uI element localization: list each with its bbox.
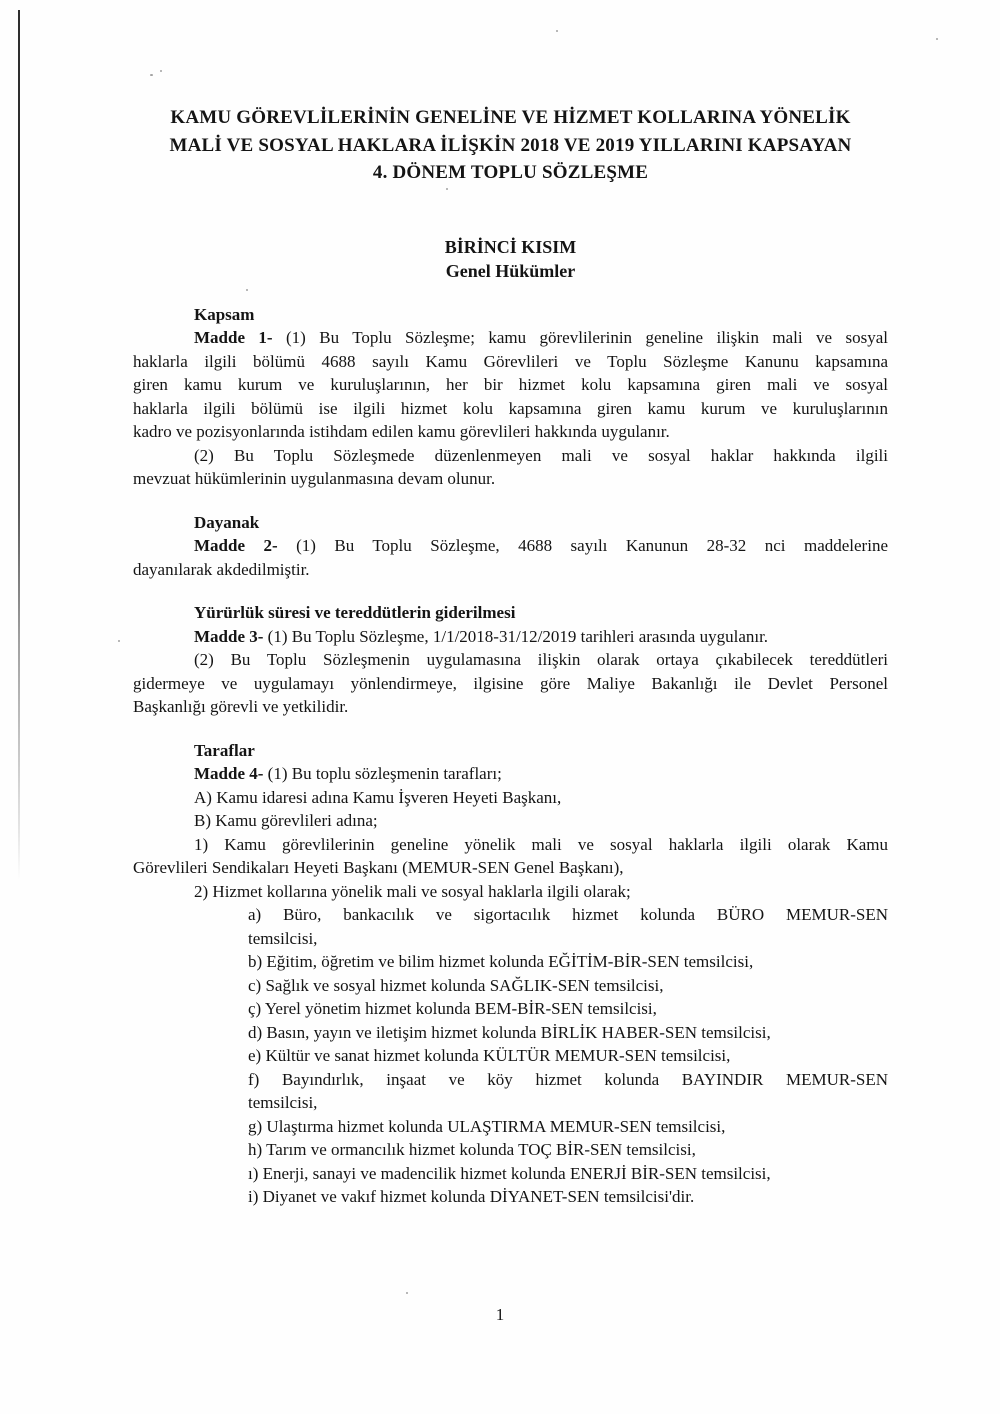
text-line: i) Diyanet ve vakıf hizmet kolunda DİYANET-SEN temsilcisi'dir. xyxy=(248,1187,695,1206)
section-yururluk xyxy=(133,601,888,719)
text-line: B) Kamu görevlileri adına; xyxy=(194,811,378,830)
document-title xyxy=(133,0,888,187)
text-line: b) Eğitim, öğretim ve bilim hizmet kolunda EĞİTİM-BİR-SEN temsilcisi, xyxy=(248,952,754,971)
text-line: f) Bayındırlık, inşaat ve köy hizmet kolunda BAYINDIR MEMUR-SEN xyxy=(248,1069,888,1089)
document-content xyxy=(133,0,888,1209)
page-number: 1 xyxy=(495,1305,505,1324)
text-line: (2) Bu Toplu Sözleşmenin uygulamasına ilişkin olarak ortaya çıkabilecek tereddütleri xyxy=(194,650,888,669)
text-line: temsilcisi, xyxy=(248,1093,318,1112)
title-line-3: 4. DÖNEM TOPLU SÖZLEŞME xyxy=(372,162,649,183)
document-sections xyxy=(133,303,888,1209)
scan-speck xyxy=(118,640,120,642)
text-line: Madde 3- (1) Bu Toplu Sözleşme, 1/1/2018-31/12/2019 tarihleri arasında uygulanır. xyxy=(194,626,769,646)
section-heading: Yürürlük süresi ve tereddütlerin giderilmesi xyxy=(194,603,516,622)
text-line: Başkanlığı görevli ve yetkilidir. xyxy=(133,697,349,716)
text-line: Madde 4- (1) Bu toplu sözleşmenin tarafları; xyxy=(194,764,502,783)
text-line: kadro ve pozisyonlarında istihdam edilen kamu görevlileri hakkında uygulanır. xyxy=(133,422,670,441)
section-taraflar xyxy=(133,739,888,1209)
scan-artifact-line xyxy=(18,10,20,880)
text-line: Madde 1- (1) Bu Toplu Sözleşme; kamu görevlilerinin geneline ilişkin mali ve sosyal xyxy=(194,328,888,347)
scan-speck xyxy=(936,38,938,40)
part-heading-block xyxy=(133,235,888,283)
text-line: gidermeye ve uygulamayı yönlendirmeye, ilgisine göre Maliye Bakanlığı ile Devlet Personel xyxy=(133,673,888,693)
text-line: haklarla ilgili bölümü 4688 sayılı Kamu Görevlileri ve Toplu Sözleşme Kanunu kapsamına xyxy=(133,351,888,371)
scan-speck xyxy=(406,1292,408,1294)
text-line: dayanılarak akdedilmiştir. xyxy=(133,559,310,579)
text-line: 2) Hizmet kollarına yönelik mali ve sosyal haklarla ilgili olarak; xyxy=(194,881,631,901)
text-line: ı) Enerji, sanayi ve madencilik hizmet kolunda ENERJİ BİR-SEN temsilcisi, xyxy=(248,1163,771,1183)
section-heading: Dayanak xyxy=(194,512,260,532)
text-line: mevzuat hükümlerinin uygulanmasına devam olunur. xyxy=(133,469,496,488)
text-line: e) Kültür ve sanat hizmet kolunda KÜLTÜR MEMUR-SEN temsilcisi, xyxy=(248,1046,731,1065)
text-line: Görevlileri Sendikaları Heyeti Başkanı (MEMUR-SEN Genel Başkanı), xyxy=(133,858,624,877)
text-line: giren kamu kurum ve kuruluşlarının, her bir hizmet kolu kapsamına giren mali ve sosyal xyxy=(133,375,888,394)
section-dayanak xyxy=(133,511,888,582)
section-heading: Taraflar xyxy=(194,740,255,760)
section-kapsam xyxy=(133,303,888,491)
text-line: d) Basın, yayın ve iletişim hizmet kolunda BİRLİK HABER-SEN temsilcisi, xyxy=(248,1022,771,1042)
part-heading: BİRİNCİ KISIM xyxy=(444,236,577,257)
text-line: ç) Yerel yönetim hizmet kolunda BEM-BİR-SEN temsilcisi, xyxy=(248,999,657,1018)
text-line: A) Kamu idaresi adına Kamu İşveren Heyeti Başkanı, xyxy=(194,787,562,807)
title-line-1: KAMU GÖREVLİLERİNİN GENELİNE VE HİZMET KOLLARINA YÖNELİK xyxy=(170,107,851,128)
title-line-2: MALİ VE SOSYAL HAKLARA İLİŞKİN 2018 VE 2019 YILLARINI KAPSAYAN xyxy=(169,134,852,156)
text-line: g) Ulaştırma hizmet kolunda ULAŞTIRMA MEMUR-SEN temsilcisi, xyxy=(248,1116,726,1136)
text-line: c) Sağlık ve sosyal hizmet kolunda SAĞLIK-SEN temsilcisi, xyxy=(248,975,664,995)
text-line: temsilcisi, xyxy=(248,928,318,948)
text-line: haklarla ilgili bölümü ise ilgili hizmet kolu kapsamına giren kamu kurum ve kuruluşlarının xyxy=(133,398,888,418)
text-line: Madde 2- (1) Bu Toplu Sözleşme, 4688 sayılı Kanunun 28-32 nci maddelerine xyxy=(194,536,888,555)
text-line: 1) Kamu görevlilerinin geneline yönelik mali ve sosyal haklarla ilgili olarak Kamu xyxy=(194,834,888,854)
text-line: h) Tarım ve ormancılık hizmet kolunda TOÇ BİR-SEN temsilcisi, xyxy=(248,1140,696,1159)
text-line: a) Büro, bankacılık ve sigortacılık hizmet kolunda BÜRO MEMUR-SEN xyxy=(248,905,888,924)
text-line: (2) Bu Toplu Sözleşmede düzenlenmeyen mali ve sosyal haklar hakkında ilgili xyxy=(194,445,888,465)
part-subheading: Genel Hükümler xyxy=(445,260,576,281)
section-heading: Kapsam xyxy=(194,304,255,324)
